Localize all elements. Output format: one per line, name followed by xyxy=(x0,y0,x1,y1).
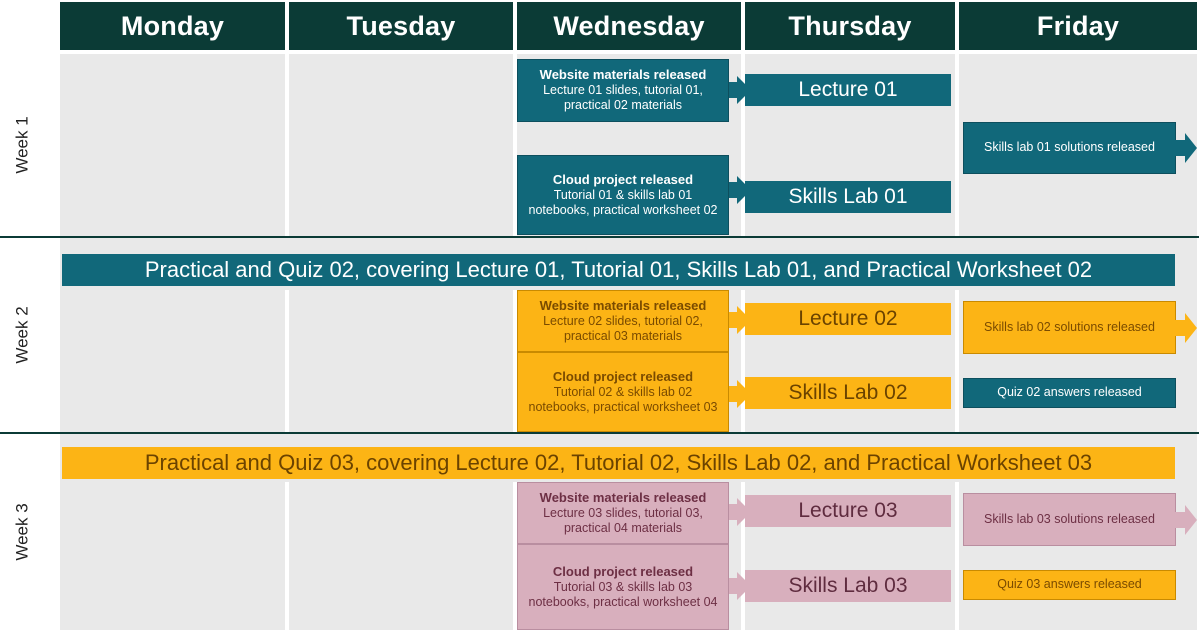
week3-practical-quiz-banner: Practical and Quiz 03, covering Lecture 02, Tutorial 02, Skills Lab 02, and Practical Worksheet 03 xyxy=(62,447,1175,479)
week3-wed-cloud-project xyxy=(517,544,729,630)
card-body: Lecture 01 slides, tutorial 01, practical 02 materials xyxy=(543,83,703,113)
card-body: Quiz 02 answers released xyxy=(997,385,1142,400)
day-header-friday: Friday xyxy=(959,2,1197,50)
week1-thu-lecture: Lecture 01 xyxy=(745,74,951,106)
column-gap xyxy=(285,290,289,432)
week1-fri-skills-lab-solutions xyxy=(963,122,1176,174)
column-gap xyxy=(955,482,959,630)
week-label-2 xyxy=(2,238,44,432)
week2-fri-skills-lab-solutions xyxy=(963,301,1176,354)
week3-wed-website-materials xyxy=(517,482,729,544)
week3-fri-quiz-answers xyxy=(963,570,1176,600)
week-label-1-text: Week 1 xyxy=(13,116,33,174)
card-body: Tutorial 02 & skills lab 02 notebooks, practical worksheet 03 xyxy=(528,384,718,414)
week2-thu-lecture: Lecture 02 xyxy=(745,303,951,335)
card-title: Cloud project released xyxy=(552,171,694,187)
week3-thu-skills-lab: Skills Lab 03 xyxy=(745,570,951,602)
card-title: Website materials released xyxy=(539,297,707,313)
week2-thu-skills-lab: Skills Lab 02 xyxy=(745,377,951,409)
week-label-1 xyxy=(2,54,44,236)
column-gap xyxy=(285,54,289,236)
week3-thu-lecture: Lecture 03 xyxy=(745,495,951,527)
column-gap xyxy=(285,482,289,630)
card-body: Skills lab 02 solutions released xyxy=(984,319,1155,334)
card-title: Cloud project released xyxy=(552,563,694,579)
card-body: Lecture 03 slides, tutorial 03, practical 04 materials xyxy=(543,505,703,535)
card-body: Quiz 03 answers released xyxy=(997,577,1142,592)
day-header-wednesday: Wednesday xyxy=(517,2,741,50)
day-header-thursday: Thursday xyxy=(745,2,955,50)
day-header-tuesday: Tuesday xyxy=(289,2,513,50)
week2-wed-website-materials xyxy=(517,290,729,352)
week2-fri-quiz-answers xyxy=(963,378,1176,408)
week1-wed-website-materials xyxy=(517,59,729,122)
column-gap xyxy=(955,290,959,432)
card-body: Tutorial 01 & skills lab 01 notebooks, practical worksheet 02 xyxy=(528,187,718,217)
week-label-2-text: Week 2 xyxy=(13,306,33,364)
week2-practical-quiz-banner: Practical and Quiz 02, covering Lecture 01, Tutorial 01, Skills Lab 01, and Practical Worksheet 02 xyxy=(62,254,1175,286)
week3-fri-skills-lab-solutions xyxy=(963,493,1176,546)
week1-wed-cloud-project xyxy=(517,155,729,235)
card-title: Website materials released xyxy=(539,67,707,83)
card-body: Skills lab 01 solutions released xyxy=(984,140,1155,155)
card-title: Website materials released xyxy=(539,489,707,505)
card-title: Cloud project released xyxy=(552,368,694,384)
day-header-monday: Monday xyxy=(60,2,285,50)
week1-thu-skills-lab: Skills Lab 01 xyxy=(745,181,951,213)
week-label-3 xyxy=(2,434,44,630)
card-body: Tutorial 03 & skills lab 03 notebooks, practical worksheet 04 xyxy=(528,579,718,609)
week-label-3-text: Week 3 xyxy=(13,503,33,561)
card-body: Lecture 02 slides, tutorial 02, practical 03 materials xyxy=(543,313,703,343)
column-gap xyxy=(955,54,959,236)
week2-wed-cloud-project xyxy=(517,352,729,432)
card-body: Skills lab 03 solutions released xyxy=(984,511,1155,526)
